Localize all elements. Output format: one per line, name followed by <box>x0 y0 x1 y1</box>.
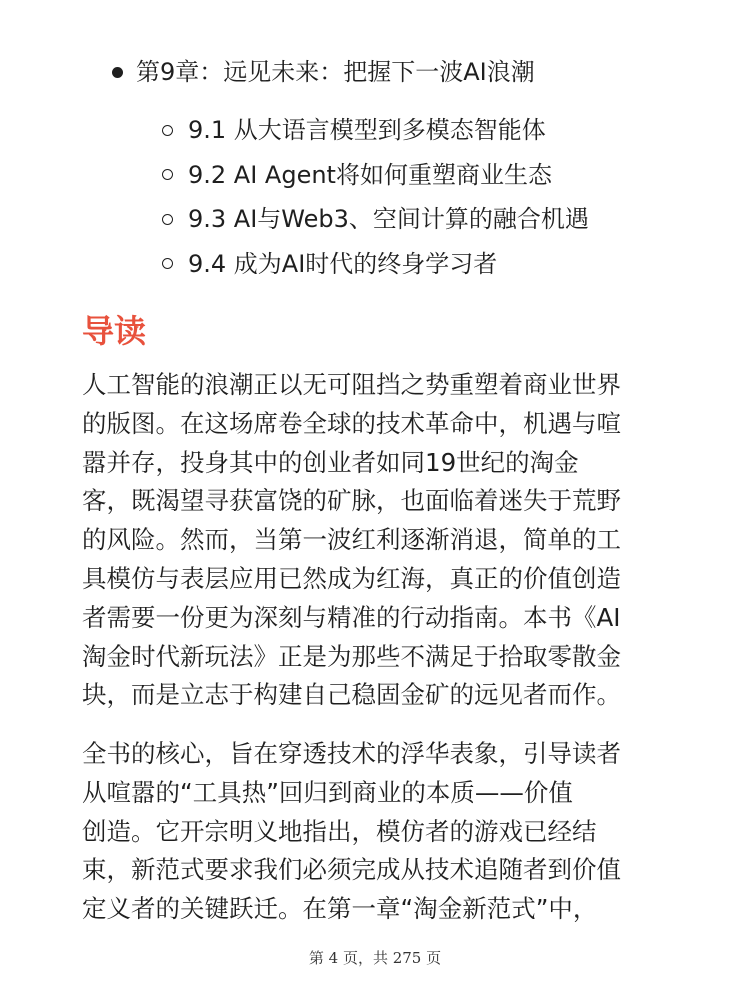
text-line: 客，既渴望寻获富饶的矿脉，也面临着迷失于荒野 <box>82 486 621 516</box>
toc-chapter-item <box>112 52 535 92</box>
toc-section-list <box>162 108 589 286</box>
toc-section-title: 9.1 从大语言模型到多模态智能体 <box>188 116 546 145</box>
text-line: 定义者的关键跃迁。在第一章“淘金新范式”中， <box>82 894 598 924</box>
text-line: 嚣并存，投身其中的创业者如同19世纪的淘金 <box>82 447 579 477</box>
bullet-circle-icon <box>162 258 173 269</box>
bullet-circle-icon <box>162 214 173 225</box>
bullet-circle-icon <box>162 125 173 136</box>
toc-section-item <box>162 197 589 242</box>
toc-section-item <box>162 242 589 287</box>
text-line: 创造。它开宗明义地指出，模仿者的游戏已经结 <box>82 816 597 846</box>
text-line: 块，而是立志于构建自己稳固金矿的远见者而作。 <box>82 680 621 710</box>
toc-section-title: 9.3 AI与Web3、空间计算的融合机遇 <box>188 205 589 234</box>
text-line: 的版图。在这场席卷全球的技术革命中，机遇与喧 <box>82 408 621 438</box>
section-heading-intro: 导读 <box>82 312 147 350</box>
text-line: 从喧嚣的“工具热”回归到商业的本质——价值 <box>82 777 573 807</box>
text-line: 淘金时代新玩法》正是为那些不满足于拾取零散金 <box>82 641 621 671</box>
text-line: 全书的核心，旨在穿透技术的浮华表象，引导读者 <box>82 739 621 768</box>
page-number-footer: 第 4 页，共 275 页 <box>308 949 442 967</box>
intro-paragraph-1 <box>82 366 678 715</box>
text-line: 具模仿与表层应用已然成为红海，真正的价值创造 <box>82 563 621 593</box>
bullet-circle-icon <box>162 169 173 180</box>
text-line: 人工智能的浪潮正以无可阻挡之势重塑着商业世界 <box>82 370 621 399</box>
toc-section-item <box>162 108 589 153</box>
toc-section-item <box>162 153 589 198</box>
intro-paragraph-2 <box>82 735 678 929</box>
bullet-disc-icon <box>112 67 123 78</box>
toc-section-title: 9.4 成为AI时代的终身学习者 <box>188 249 498 278</box>
text-line: 束，新范式要求我们必须完成从技术追随者到价值 <box>82 855 621 885</box>
toc-section-title: 9.2 AI Agent将如何重塑商业生态 <box>188 160 552 189</box>
text-line: 者需要一份更为深刻与精准的行动指南。本书《AI <box>82 602 621 632</box>
text-line: 的风险。然而，当第一波红利逐渐消退，简单的工 <box>82 525 621 555</box>
toc-chapter-title: 第9章：远见未来：把握下一波AI浪潮 <box>136 58 535 86</box>
